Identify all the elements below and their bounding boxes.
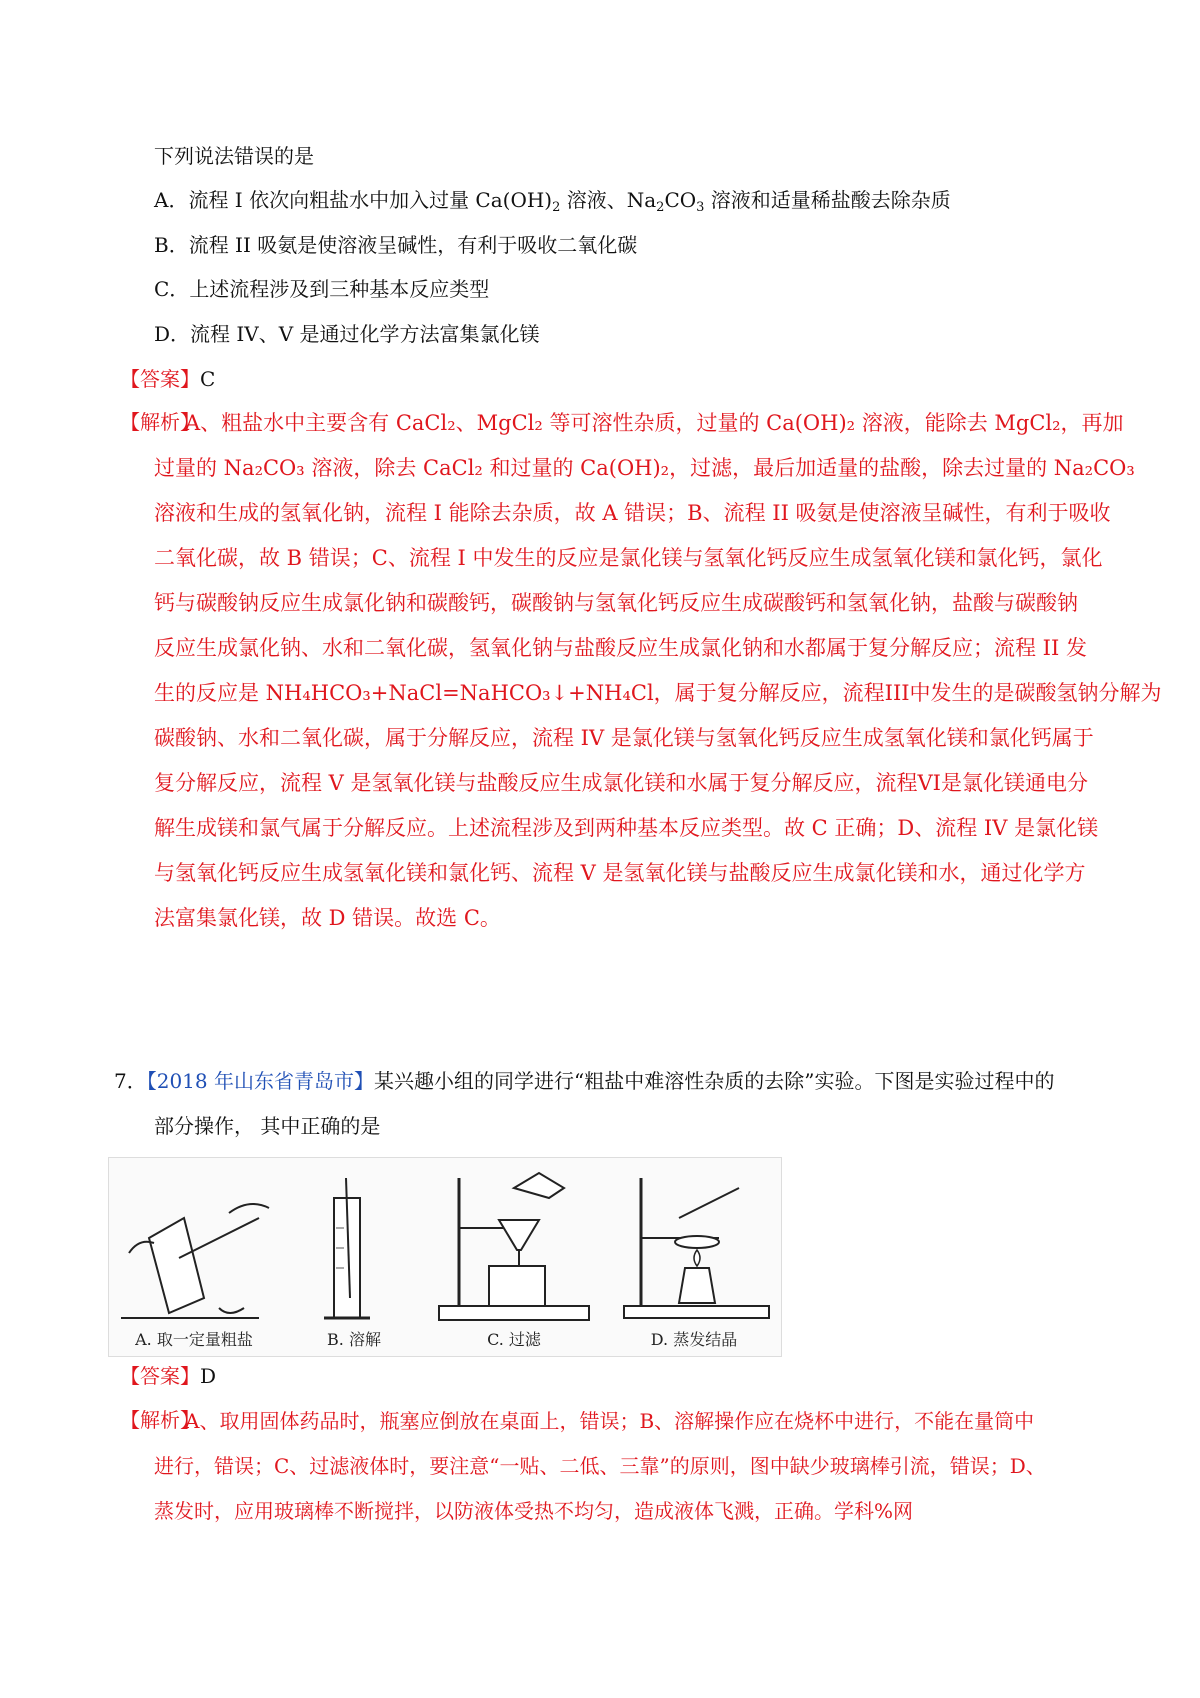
analysis-line: A、取用固体药品时，瓶塞应倒放在桌面上，错误；B、溶解操作应在烧杯中进行，不能在量筒中 <box>185 1409 1035 1433</box>
analysis-label: 【解析】 <box>120 410 200 434</box>
question-prompt: 下列说法错误的是 <box>154 144 314 168</box>
option-c: C．上述流程涉及到三种基本反应类型 <box>154 277 490 301</box>
analysis-line: 二氧化碳，故 B 错误；C、流程 I 中发生的反应是氯化镁与氢氧化钙反应生成氢氧化镁和氯化钙，氯化 <box>154 546 1103 570</box>
analysis-line: A、粗盐水中主要含有 CaCl₂、MgCl₂ 等可溶性杂质，过量的 Ca(OH)₂ 溶液，能除去 MgCl₂，再加 <box>185 411 1124 435</box>
analysis-line: 钙与碳酸钠反应生成氯化钠和碳酸钙，碳酸钠与氢氧化钙反应生成碳酸钙和氢氧化钠，盐酸与碳酸钠 <box>154 591 1078 615</box>
experiment-figure <box>108 1157 782 1357</box>
analysis-line: 碳酸钠、水和二氧化碳，属于分解反应，流程 IV 是氯化镁与氢氧化钙反应生成氢氧化镁和氯化钙属于 <box>154 726 1094 750</box>
analysis-line: 蒸发时，应用玻璃棒不断搅拌，以防液体受热不均匀，造成液体飞溅，正确。学科%网 <box>154 1499 914 1523</box>
analysis-line: 溶液和生成的氢氧化钠，流程 I 能除去杂质，故 A 错误；B、流程 II 吸氨是使溶液呈碱性，有利于吸收 <box>154 501 1111 525</box>
caption-c: C. 过滤 <box>487 1330 541 1349</box>
analysis-label: 【解析】 <box>120 1408 200 1432</box>
analysis-line: 反应生成氯化钠、水和二氧化碳，氢氧化钠与盐酸反应生成氯化钠和水都属于复分解反应；流程 II 发 <box>154 636 1087 660</box>
option-d: D．流程 IV、V 是通过化学方法富集氯化镁 <box>154 322 540 346</box>
panel-c <box>429 1158 599 1356</box>
analysis-line: 进行，错误；C、过滤液体时，要注意“一贴、二低、三靠”的原则，图中缺少玻璃棒引流，错误；D、 <box>154 1454 1046 1478</box>
analysis-line: 法富集氯化镁，故 D 错误。故选 C。 <box>154 906 501 930</box>
panel-a <box>109 1158 279 1356</box>
panel-b <box>294 1158 414 1356</box>
panel-d <box>609 1158 779 1356</box>
analysis-line: 生的反应是 NH₄HCO₃+NaCl=NaHCO₃↓+NH₄Cl，属于复分解反应，流程III中发生的是碳酸氢钠分解为 <box>154 681 1162 705</box>
option-b: B．流程 II 吸氨是使溶液呈碱性，有利于吸收二氧化碳 <box>154 233 638 257</box>
option-a: A．流程 I 依次向粗盐水中加入过量 $Ca(OH)_2$ 溶液、$Na_2CO_3$ 溶液和适量稀盐酸去除杂质 <box>154 188 951 215</box>
caption-b: B. 溶解 <box>327 1330 381 1349</box>
caption-a: A. 取一定量粗盐 <box>135 1330 253 1349</box>
analysis-line: 复分解反应，流程 V 是氢氧化镁与盐酸反应生成氯化镁和水属于复分解反应，流程VI是氯化镁通电分 <box>154 771 1088 795</box>
analysis-line: 与氢氧化钙反应生成氢氧化镁和氯化钙、流程 V 是氢氧化镁与盐酸反应生成氯化镁和水，通过化学方 <box>154 861 1086 885</box>
analysis-line: 过量的 Na₂CO₃ 溶液，除去 CaCl₂ 和过量的 Ca(OH)₂，过滤，最后加适量的盐酸，除去过量的 Na₂CO₃ <box>154 456 1135 480</box>
answer-6: 【答案】C <box>120 367 216 391</box>
question-7-stem-line2: 部分操作， 其中正确的是 <box>154 1114 381 1138</box>
caption-d: D. 蒸发结晶 <box>650 1330 738 1349</box>
answer-7: 【答案】D <box>120 1364 217 1388</box>
question-7-stem: 7．【2018 年山东省青岛市】某兴趣小组的同学进行“粗盐中难溶性杂质的去除”实验。下图是实验过程中的 <box>114 1069 1055 1093</box>
analysis-line: 解生成镁和氯气属于分解反应。上述流程涉及到两种基本反应类型。故 C 正确；D、流程 IV 是氯化镁 <box>154 816 1099 840</box>
